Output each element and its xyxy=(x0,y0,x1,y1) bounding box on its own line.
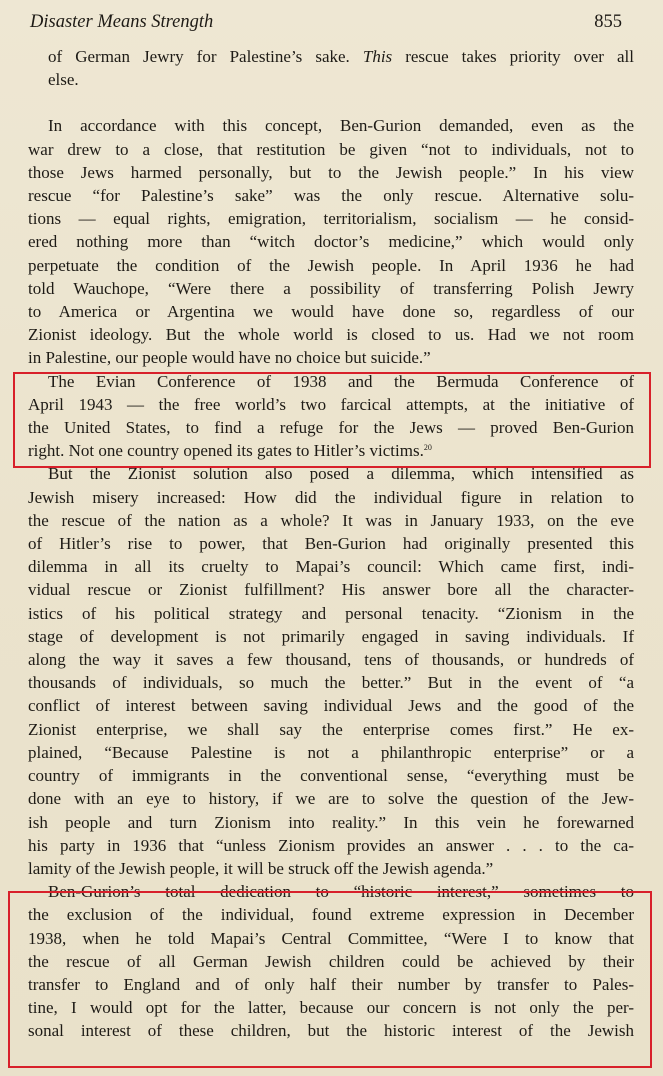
text-line: sonal interest of these children, but the historic interest of the Jewish xyxy=(28,1021,634,1041)
paragraph-restitution xyxy=(28,114,634,369)
text-line: transfer to England and of only half their number by transfer to Pales- xyxy=(28,974,634,994)
text-line: in Palestine, our people would have no choice but suicide.” xyxy=(28,348,431,368)
text-line: ered nothing more than “witch doctor’s medicine,” which would only xyxy=(28,232,634,252)
text-line: lamity of the Jewish people, it will be struck off the Jewish agenda.” xyxy=(28,858,494,878)
paragraph-historic-interest xyxy=(28,880,634,1042)
text-line: told Wauchope, “Were there a possibility of transferring Polish Jewry xyxy=(28,278,634,298)
text-line: the exclusion of the individual, found extreme expression in December xyxy=(28,905,634,925)
text-line: done with an eye to history, if we are to solve the question of the Jew- xyxy=(28,789,634,809)
text-line: 1938, when he told Mapai’s Central Committee, “Were I to know that xyxy=(28,928,634,948)
text-line: perpetuate the condition of the Jewish people. In April 1936 he had xyxy=(28,255,634,275)
text-line: the rescue of the nation as a whole? It was in January 1933, on the eve xyxy=(28,510,634,530)
paragraph-gap xyxy=(28,91,634,114)
paragraph-dilemma xyxy=(28,462,634,880)
text-line: conflict of interest between saving individual Jews and the good of the xyxy=(28,696,634,716)
text-line: The Evian Conference of 1938 and the Bermuda Conference of xyxy=(48,371,634,391)
text-line: vidual rescue or Zionist fulfillment? His answer bore all the character- xyxy=(28,580,634,600)
running-head: Disaster Means Strength xyxy=(30,12,214,32)
page-number: 855 xyxy=(594,12,622,32)
text-line: Jewish misery increased: How did the individual figure in relation to xyxy=(28,487,634,507)
text-line: Ben-Gurion’s total dedication to “historic interest,” sometimes to xyxy=(48,882,634,902)
text-line: tions — equal rights, emigration, territorialism, socialism — he consid- xyxy=(28,209,634,229)
text-line: Zionist enterprise, we shall say the enterprise comes first.” He ex- xyxy=(28,719,634,739)
body-text xyxy=(28,45,634,1043)
page-header xyxy=(30,12,633,40)
text-line: rescue “for Palestine’s sake” was the only rescue. Alternative solu- xyxy=(28,186,634,206)
text-line: war drew to a close, that restitution be given “not to individuals, not to xyxy=(28,139,634,159)
emphasis: This xyxy=(362,47,393,66)
text-line: along the way it saves a few thousand, tens of thousands, or hundreds of xyxy=(28,650,634,670)
footnote-marker: 20 xyxy=(423,443,432,453)
text-line: else. xyxy=(48,70,79,90)
text-line: to America or Argentina we would have done so, regardless of our xyxy=(28,302,634,322)
text-line: In accordance with this concept, Ben-Gurion demanded, even as the xyxy=(48,116,634,136)
text-line: But the Zionist solution also posed a dilemma, which intensified as xyxy=(48,464,634,484)
text-line: of Hitler’s rise to power, that Ben-Gurion had originally presented this xyxy=(28,534,634,554)
text-line-content: right. Not one country opened its gates to Hitler’s victims. xyxy=(28,441,424,461)
paragraph-continued xyxy=(28,45,634,91)
text-line: tine, I would opt for the latter, because our concern is not only the per- xyxy=(28,998,634,1018)
text-line: istics of his political strategy and personal tenacity. “Zionism in the xyxy=(28,603,634,623)
text-line: April 1943 — the free world’s two farcical attempts, at the initiative of xyxy=(28,394,634,414)
text-line: of German Jewry for Palestine’s sake. This rescue takes priority over all xyxy=(48,47,634,66)
paragraph-evian-conference xyxy=(28,370,634,463)
text-line: those Jews harmed personally, but to the Jewish people.” In his view xyxy=(28,162,634,182)
text-line: his party in 1936 that “unless Zionism provides an answer . . . to the ca- xyxy=(28,835,634,855)
text-line: country of immigrants in the conventional sense, “everything must be xyxy=(28,766,634,786)
text-line xyxy=(28,439,634,462)
text-line: the United States, to find a refuge for the Jews — proved Ben-Gurion xyxy=(28,418,634,438)
text-line: Zionist ideology. But the whole world is closed to us. Had we not room xyxy=(28,325,634,345)
text-line: plained, “Because Palestine is not a philanthropic enterprise” or a xyxy=(28,742,634,762)
text-line: stage of development is not primarily engaged in saving individuals. If xyxy=(28,626,634,646)
text-line: ish people and turn Zionism into reality.” In this vein he forewarned xyxy=(28,812,634,832)
text-line: dilemma in all its cruelty to Mapai’s council: Which came first, indi- xyxy=(28,557,634,577)
text-line: the rescue of all German Jewish children could be achieved by their xyxy=(28,951,634,971)
text-line: thousands of individuals, so much the better.” But in the event of “a xyxy=(28,673,634,693)
